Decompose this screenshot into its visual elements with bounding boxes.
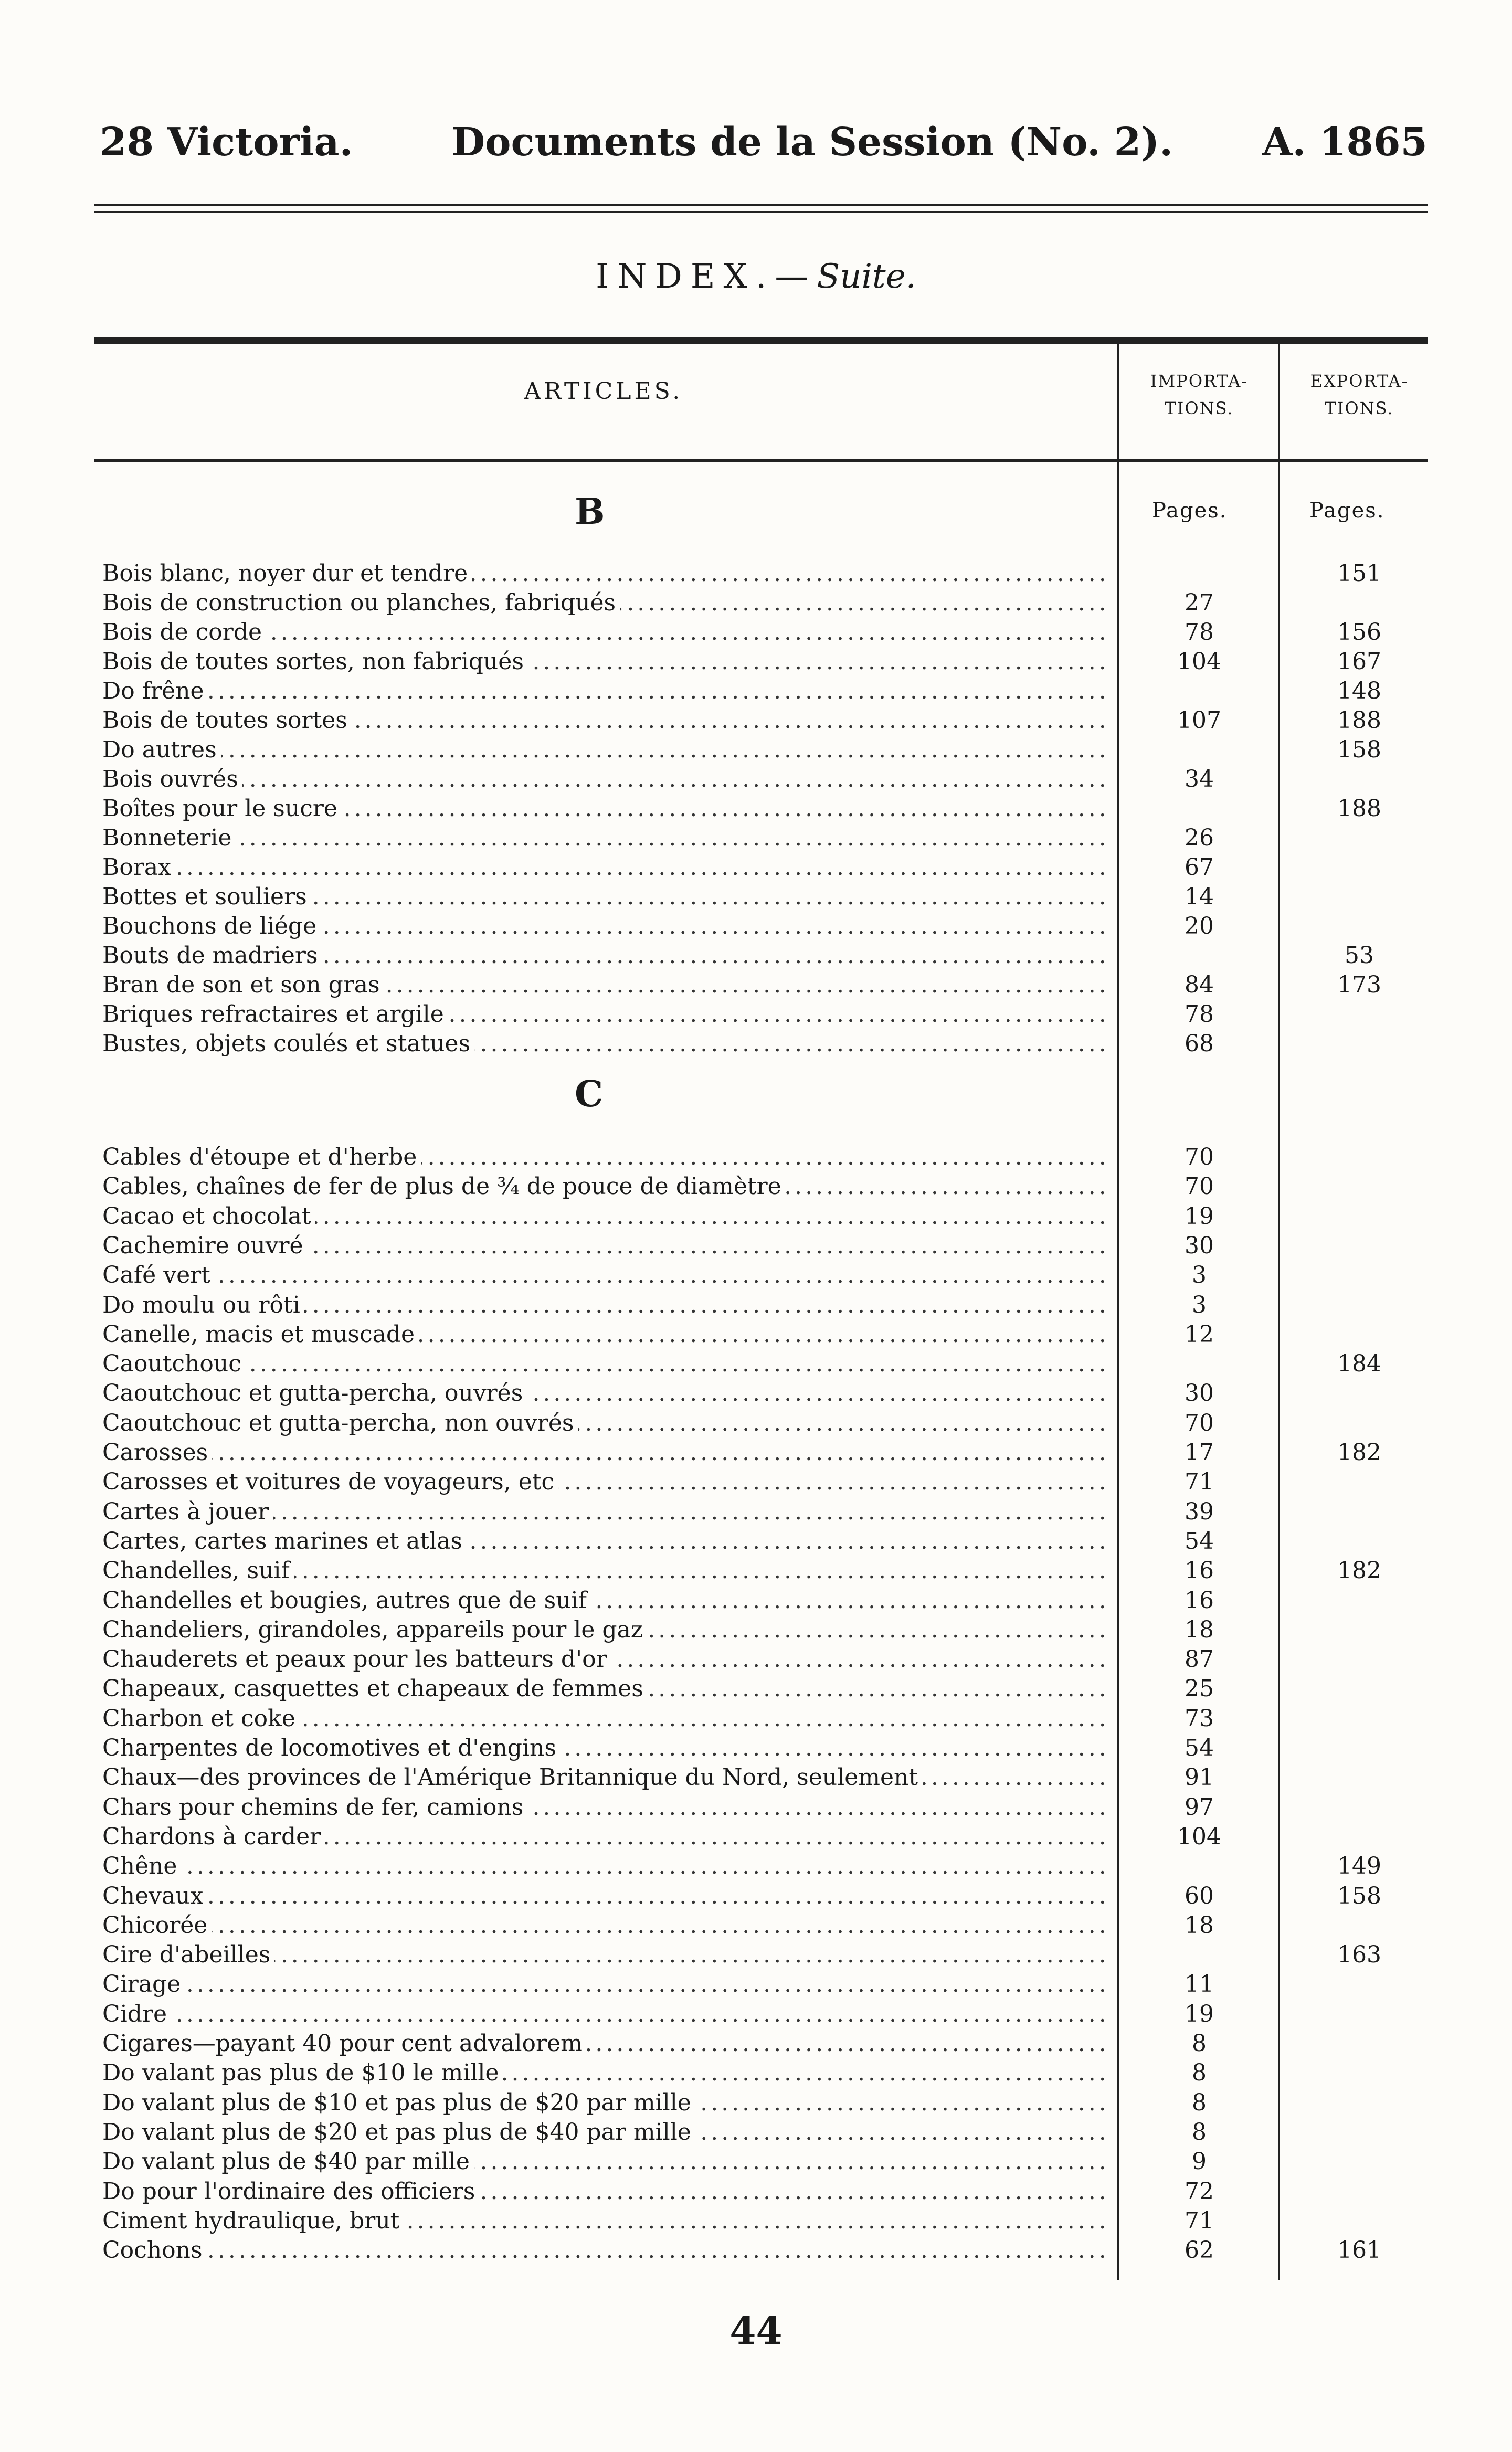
section-letter-b: B (575, 491, 605, 533)
table-row (0, 1615, 1512, 1645)
table-row (0, 735, 1512, 765)
table-row (0, 1290, 1512, 1320)
importations-page: 26 (1185, 825, 1214, 851)
exportations-page: 151 (1337, 560, 1381, 587)
article-text: Bustes, objets coulés et statues (102, 1030, 474, 1057)
table-row (0, 1762, 1512, 1792)
exportations-page: 173 (1337, 971, 1381, 998)
importations-page: 60 (1185, 1882, 1214, 1909)
article-text: Do frêne (102, 678, 208, 704)
article-label (102, 1029, 1110, 1059)
index-title-suffix: Suite. (817, 257, 916, 296)
table-row (0, 970, 1512, 1000)
table-row (0, 2058, 1512, 2088)
importations-page: 25 (1185, 1675, 1214, 1703)
table-row (0, 940, 1512, 970)
exp-header-line2: TIONS. (1325, 398, 1394, 418)
table-row (0, 1704, 1512, 1734)
article-text: Caoutchouc et gutta-percha, non ouvrés (102, 1410, 578, 1436)
importations-page: 71 (1185, 1468, 1214, 1496)
importations-page: 8 (1192, 2118, 1207, 2146)
importations-page: 14 (1185, 883, 1214, 910)
article-label (102, 735, 1110, 765)
article-label (102, 1881, 1110, 1911)
table-row (0, 1408, 1512, 1438)
importations-page: 18 (1185, 1616, 1214, 1643)
importations-page: 78 (1185, 1001, 1214, 1028)
table-row (0, 1201, 1512, 1231)
importations-page: 54 (1185, 1735, 1214, 1761)
table-row (0, 676, 1512, 706)
table-row (0, 999, 1512, 1029)
article-label (102, 1940, 1110, 1970)
table-row (0, 1999, 1512, 2029)
article-text: Canelle, macis et muscade (102, 1321, 419, 1348)
article-text: Cables, chaînes de fer de plus de ¾ de pouce de diamètre (102, 1173, 786, 1200)
article-text: Chaux—des provinces de l'Amérique Britannique du Nord, seulement (102, 1764, 922, 1791)
exportations-page: 158 (1337, 1882, 1381, 1909)
article-label (102, 852, 1110, 882)
importations-page: 104 (1177, 648, 1221, 675)
importations-page: 54 (1185, 1527, 1214, 1555)
article-text: Chicorée (102, 1912, 212, 1939)
article-text: Bouts de madriers (102, 942, 322, 969)
article-label (102, 911, 1110, 941)
article-text: Cochons (102, 2237, 207, 2264)
article-text: Do autres (102, 736, 221, 763)
importations-page: 70 (1185, 1409, 1214, 1436)
article-label (102, 1231, 1110, 1261)
article-text: Bois de toutes sortes, non fabriqués (102, 648, 528, 675)
importations-page: 78 (1185, 619, 1214, 646)
importations-page: 91 (1185, 1764, 1214, 1791)
article-text: Chevaux (102, 1883, 207, 1909)
header-volume: 28 Victoria. (100, 120, 353, 165)
article-label (102, 1171, 1110, 1201)
article-label (102, 1290, 1110, 1320)
table-row (0, 617, 1512, 647)
imp-header-line2: TIONS. (1165, 398, 1234, 418)
table-row (0, 647, 1512, 677)
article-text: Bouchons de liége (102, 913, 321, 939)
article-text: Cirage (102, 1971, 185, 1997)
column-header-importations (1120, 367, 1278, 422)
article-label (102, 1615, 1110, 1645)
table-row (0, 1171, 1512, 1201)
table-row (0, 1969, 1512, 1999)
article-label (102, 705, 1110, 735)
article-label (102, 1438, 1110, 1467)
article-text: Borax (102, 854, 175, 881)
article-text: Chandeliers, girandoles, appareils pour le gaz (102, 1616, 647, 1643)
importations-page: 30 (1185, 1380, 1214, 1407)
table-row (0, 1526, 1512, 1556)
table-row (0, 2147, 1512, 2176)
article-text: Briques refractaires et argile (102, 1001, 448, 1028)
table-row (0, 1231, 1512, 1261)
article-label (102, 1999, 1110, 2029)
table-row (0, 588, 1512, 618)
importations-page: 8 (1192, 2030, 1207, 2057)
importations-page: 107 (1177, 707, 1221, 734)
article-label (102, 970, 1110, 1000)
article-label (102, 1910, 1110, 1940)
article-text: Bottes et souliers (102, 883, 311, 910)
article-text: Chardons à carder (102, 1823, 325, 1850)
importations-page: 70 (1185, 1144, 1214, 1170)
importations-page: 17 (1185, 1439, 1214, 1466)
table-row (0, 1910, 1512, 1940)
importations-page: 8 (1192, 2089, 1207, 2116)
article-label (102, 764, 1110, 794)
table-row (0, 1851, 1512, 1881)
header-documents: Documents de la Session (No. 2). (451, 120, 1173, 165)
table-row (0, 2206, 1512, 2236)
article-label (102, 1408, 1110, 1438)
article-label (102, 1792, 1110, 1822)
article-label (102, 1851, 1110, 1881)
exportations-page: 184 (1337, 1350, 1381, 1378)
article-text: Cachemire ouvré (102, 1232, 308, 1259)
importations-page: 97 (1185, 1793, 1214, 1821)
pages-label-importations: Pages. (1152, 499, 1228, 523)
article-label (102, 823, 1110, 853)
table-row (0, 911, 1512, 941)
article-text: Bois de corde (102, 619, 266, 646)
importations-page: 12 (1185, 1320, 1214, 1348)
article-text: Boîtes pour le sucre (102, 795, 342, 822)
importations-page: 87 (1185, 1646, 1214, 1673)
importations-page: 30 (1185, 1232, 1214, 1259)
table-row (0, 1674, 1512, 1704)
article-text: Do moulu ou rôti (102, 1292, 304, 1318)
article-label (102, 1319, 1110, 1349)
table-row (0, 1438, 1512, 1467)
article-label (102, 1467, 1110, 1497)
table-row (0, 1792, 1512, 1822)
article-text: Bonneterie (102, 825, 236, 851)
importations-page: 62 (1185, 2237, 1214, 2264)
article-label (102, 2117, 1110, 2147)
exportations-page: 188 (1337, 707, 1381, 734)
article-text: Chapeaux, casquettes et chapeaux de femmes (102, 1675, 648, 1702)
article-label (102, 1526, 1110, 1556)
exp-header-line1: EXPORTA- (1310, 371, 1409, 391)
exportations-page: 149 (1337, 1853, 1381, 1880)
table-row (0, 2176, 1512, 2206)
importations-page: 34 (1185, 766, 1214, 792)
importations-page: 20 (1185, 913, 1214, 939)
article-text: Cartes à jouer (102, 1498, 273, 1525)
importations-page: 73 (1185, 1705, 1214, 1732)
article-text: Caoutchouc et gutta-percha, ouvrés (102, 1380, 527, 1407)
article-text: Do valant plus de $10 et pas plus de $20 par mille (102, 2089, 695, 2116)
imp-header-line1: IMPORTA- (1150, 371, 1249, 391)
table-row (0, 852, 1512, 882)
article-text: Cacao et chocolat (102, 1203, 315, 1230)
article-text: Chars pour chemins de fer, camions (102, 1794, 527, 1821)
importations-page: 16 (1185, 1587, 1214, 1614)
article-text: Café vert (102, 1262, 215, 1288)
table-row (0, 2117, 1512, 2147)
article-label (102, 794, 1110, 823)
table-row (0, 1378, 1512, 1408)
article-text: Cartes, cartes marines et atlas (102, 1528, 467, 1555)
table-row (0, 1142, 1512, 1172)
article-text: Caoutchouc (102, 1350, 246, 1377)
article-label (102, 1762, 1110, 1792)
table-row (0, 1467, 1512, 1497)
article-label (102, 940, 1110, 970)
article-label (102, 2088, 1110, 2118)
article-label (102, 999, 1110, 1029)
table-row (0, 1029, 1512, 1059)
article-label (102, 676, 1110, 706)
article-text: Bran de son et son gras (102, 971, 384, 998)
article-label (102, 1378, 1110, 1408)
table-row (0, 1733, 1512, 1763)
importations-page: 84 (1185, 971, 1214, 998)
exportations-page: 182 (1337, 1557, 1381, 1584)
article-text: Charpentes de locomotives et d'engins (102, 1735, 561, 1761)
article-label (102, 1969, 1110, 1999)
exportations-page: 53 (1345, 942, 1374, 969)
article-label (102, 1497, 1110, 1527)
article-label (102, 2235, 1110, 2265)
pages-label-exportations: Pages. (1309, 499, 1385, 523)
importations-page: 18 (1185, 1911, 1214, 1939)
importations-page: 27 (1185, 589, 1214, 616)
exportations-page: 158 (1337, 736, 1381, 763)
index-title (0, 257, 1512, 296)
exportations-page: 188 (1337, 795, 1381, 822)
article-label (102, 2147, 1110, 2176)
exportations-page: 167 (1337, 648, 1381, 675)
column-header-exportations (1281, 367, 1438, 422)
article-label (102, 1822, 1110, 1852)
article-text: Charbon et coke (102, 1705, 300, 1732)
exportations-page: 148 (1337, 678, 1381, 704)
article-text: Chandelles, suif (102, 1557, 294, 1584)
article-text: Do pour l'ordinaire des officiers (102, 2178, 479, 2205)
table-row (0, 1586, 1512, 1615)
article-label (102, 1733, 1110, 1763)
section-letter-c: C (575, 1073, 604, 1115)
article-text: Ciment hydraulique, brut (102, 2207, 404, 2234)
table-row (0, 794, 1512, 823)
article-text: Bois de construction ou planches, fabriqués (102, 589, 620, 616)
article-text: Cidre (102, 2001, 171, 2027)
importations-page: 16 (1185, 1557, 1214, 1584)
article-label (102, 1201, 1110, 1231)
table-row (0, 558, 1512, 588)
article-text: Cables d'étoupe et d'herbe (102, 1144, 421, 1170)
table-row (0, 1349, 1512, 1379)
importations-page: 19 (1185, 1202, 1214, 1230)
header-rule-top (94, 204, 1428, 206)
article-label (102, 588, 1110, 618)
article-label (102, 1674, 1110, 1704)
table-row (0, 1940, 1512, 1970)
article-text: Do valant plus de $20 et pas plus de $40 par mille (102, 2119, 695, 2146)
exportations-page: 161 (1337, 2237, 1381, 2264)
table-row (0, 823, 1512, 853)
importations-page: 11 (1185, 1971, 1214, 1998)
importations-page: 67 (1185, 854, 1214, 881)
table-row (0, 1881, 1512, 1911)
importations-page: 72 (1185, 2178, 1214, 2205)
exportations-page: 182 (1337, 1439, 1381, 1466)
page-number: 44 (729, 2308, 783, 2353)
table-row (0, 764, 1512, 794)
column-header-articles: ARTICLES. (524, 378, 683, 405)
article-text: Carosses et voitures de voyageurs, etc (102, 1468, 558, 1495)
article-text: Bois ouvrés (102, 766, 242, 792)
article-label (102, 1556, 1110, 1586)
article-label (102, 2206, 1110, 2236)
article-text: Bois de toutes sortes (102, 707, 352, 734)
importations-page: 39 (1185, 1498, 1214, 1525)
article-label (102, 882, 1110, 912)
table-row (0, 1822, 1512, 1852)
importations-page: 70 (1185, 1173, 1214, 1200)
table-row (0, 1644, 1512, 1674)
table-row (0, 1556, 1512, 1586)
article-text: Cigares—payant 40 pour cent advalorem (102, 2030, 587, 2057)
article-label (102, 1644, 1110, 1674)
table-row (0, 2088, 1512, 2118)
table-top-rule (94, 337, 1428, 344)
header-rule-bottom (94, 211, 1428, 213)
article-label (102, 2058, 1110, 2088)
article-text: Chandelles et bougies, autres que de suif (102, 1587, 591, 1614)
importations-page: 71 (1185, 2207, 1214, 2234)
table-row (0, 1497, 1512, 1527)
article-text: Bois blanc, noyer dur et tendre (102, 560, 472, 587)
article-label (102, 1586, 1110, 1615)
header-year: A. 1865 (1262, 120, 1428, 165)
article-label (102, 1260, 1110, 1290)
table-row (0, 705, 1512, 735)
importations-page: 8 (1192, 2059, 1207, 2087)
article-label (102, 1142, 1110, 1172)
table-row (0, 2235, 1512, 2265)
importations-page: 68 (1185, 1030, 1214, 1057)
index-title-main: INDEX.— (596, 257, 817, 296)
article-label (102, 1704, 1110, 1734)
article-text: Chêne (102, 1853, 181, 1879)
article-text: Do valant plus de $40 par mille (102, 2148, 474, 2175)
running-header (100, 120, 1428, 183)
article-label (102, 2176, 1110, 2206)
column-header-rule (94, 459, 1428, 462)
article-label (102, 2028, 1110, 2058)
article-text: Do valant pas plus de $10 le mille (102, 2059, 503, 2086)
importations-page: 19 (1185, 2000, 1214, 2027)
article-label (102, 617, 1110, 647)
article-label (102, 1349, 1110, 1379)
importations-page: 3 (1192, 1262, 1207, 1289)
article-text: Carosses (102, 1439, 212, 1466)
importations-page: 104 (1177, 1823, 1221, 1850)
exportations-page: 163 (1337, 1941, 1381, 1969)
article-text: Cire d'abeilles (102, 1941, 274, 1968)
table-row (0, 1260, 1512, 1290)
table-row (0, 1319, 1512, 1349)
importations-page: 9 (1192, 2148, 1207, 2175)
article-label (102, 558, 1110, 588)
article-label (102, 647, 1110, 677)
table-row (0, 882, 1512, 912)
exportations-page: 156 (1337, 619, 1381, 646)
table-row (0, 2028, 1512, 2058)
article-text: Chauderets et peaux pour les batteurs d'or (102, 1646, 611, 1673)
importations-page: 3 (1192, 1291, 1207, 1318)
